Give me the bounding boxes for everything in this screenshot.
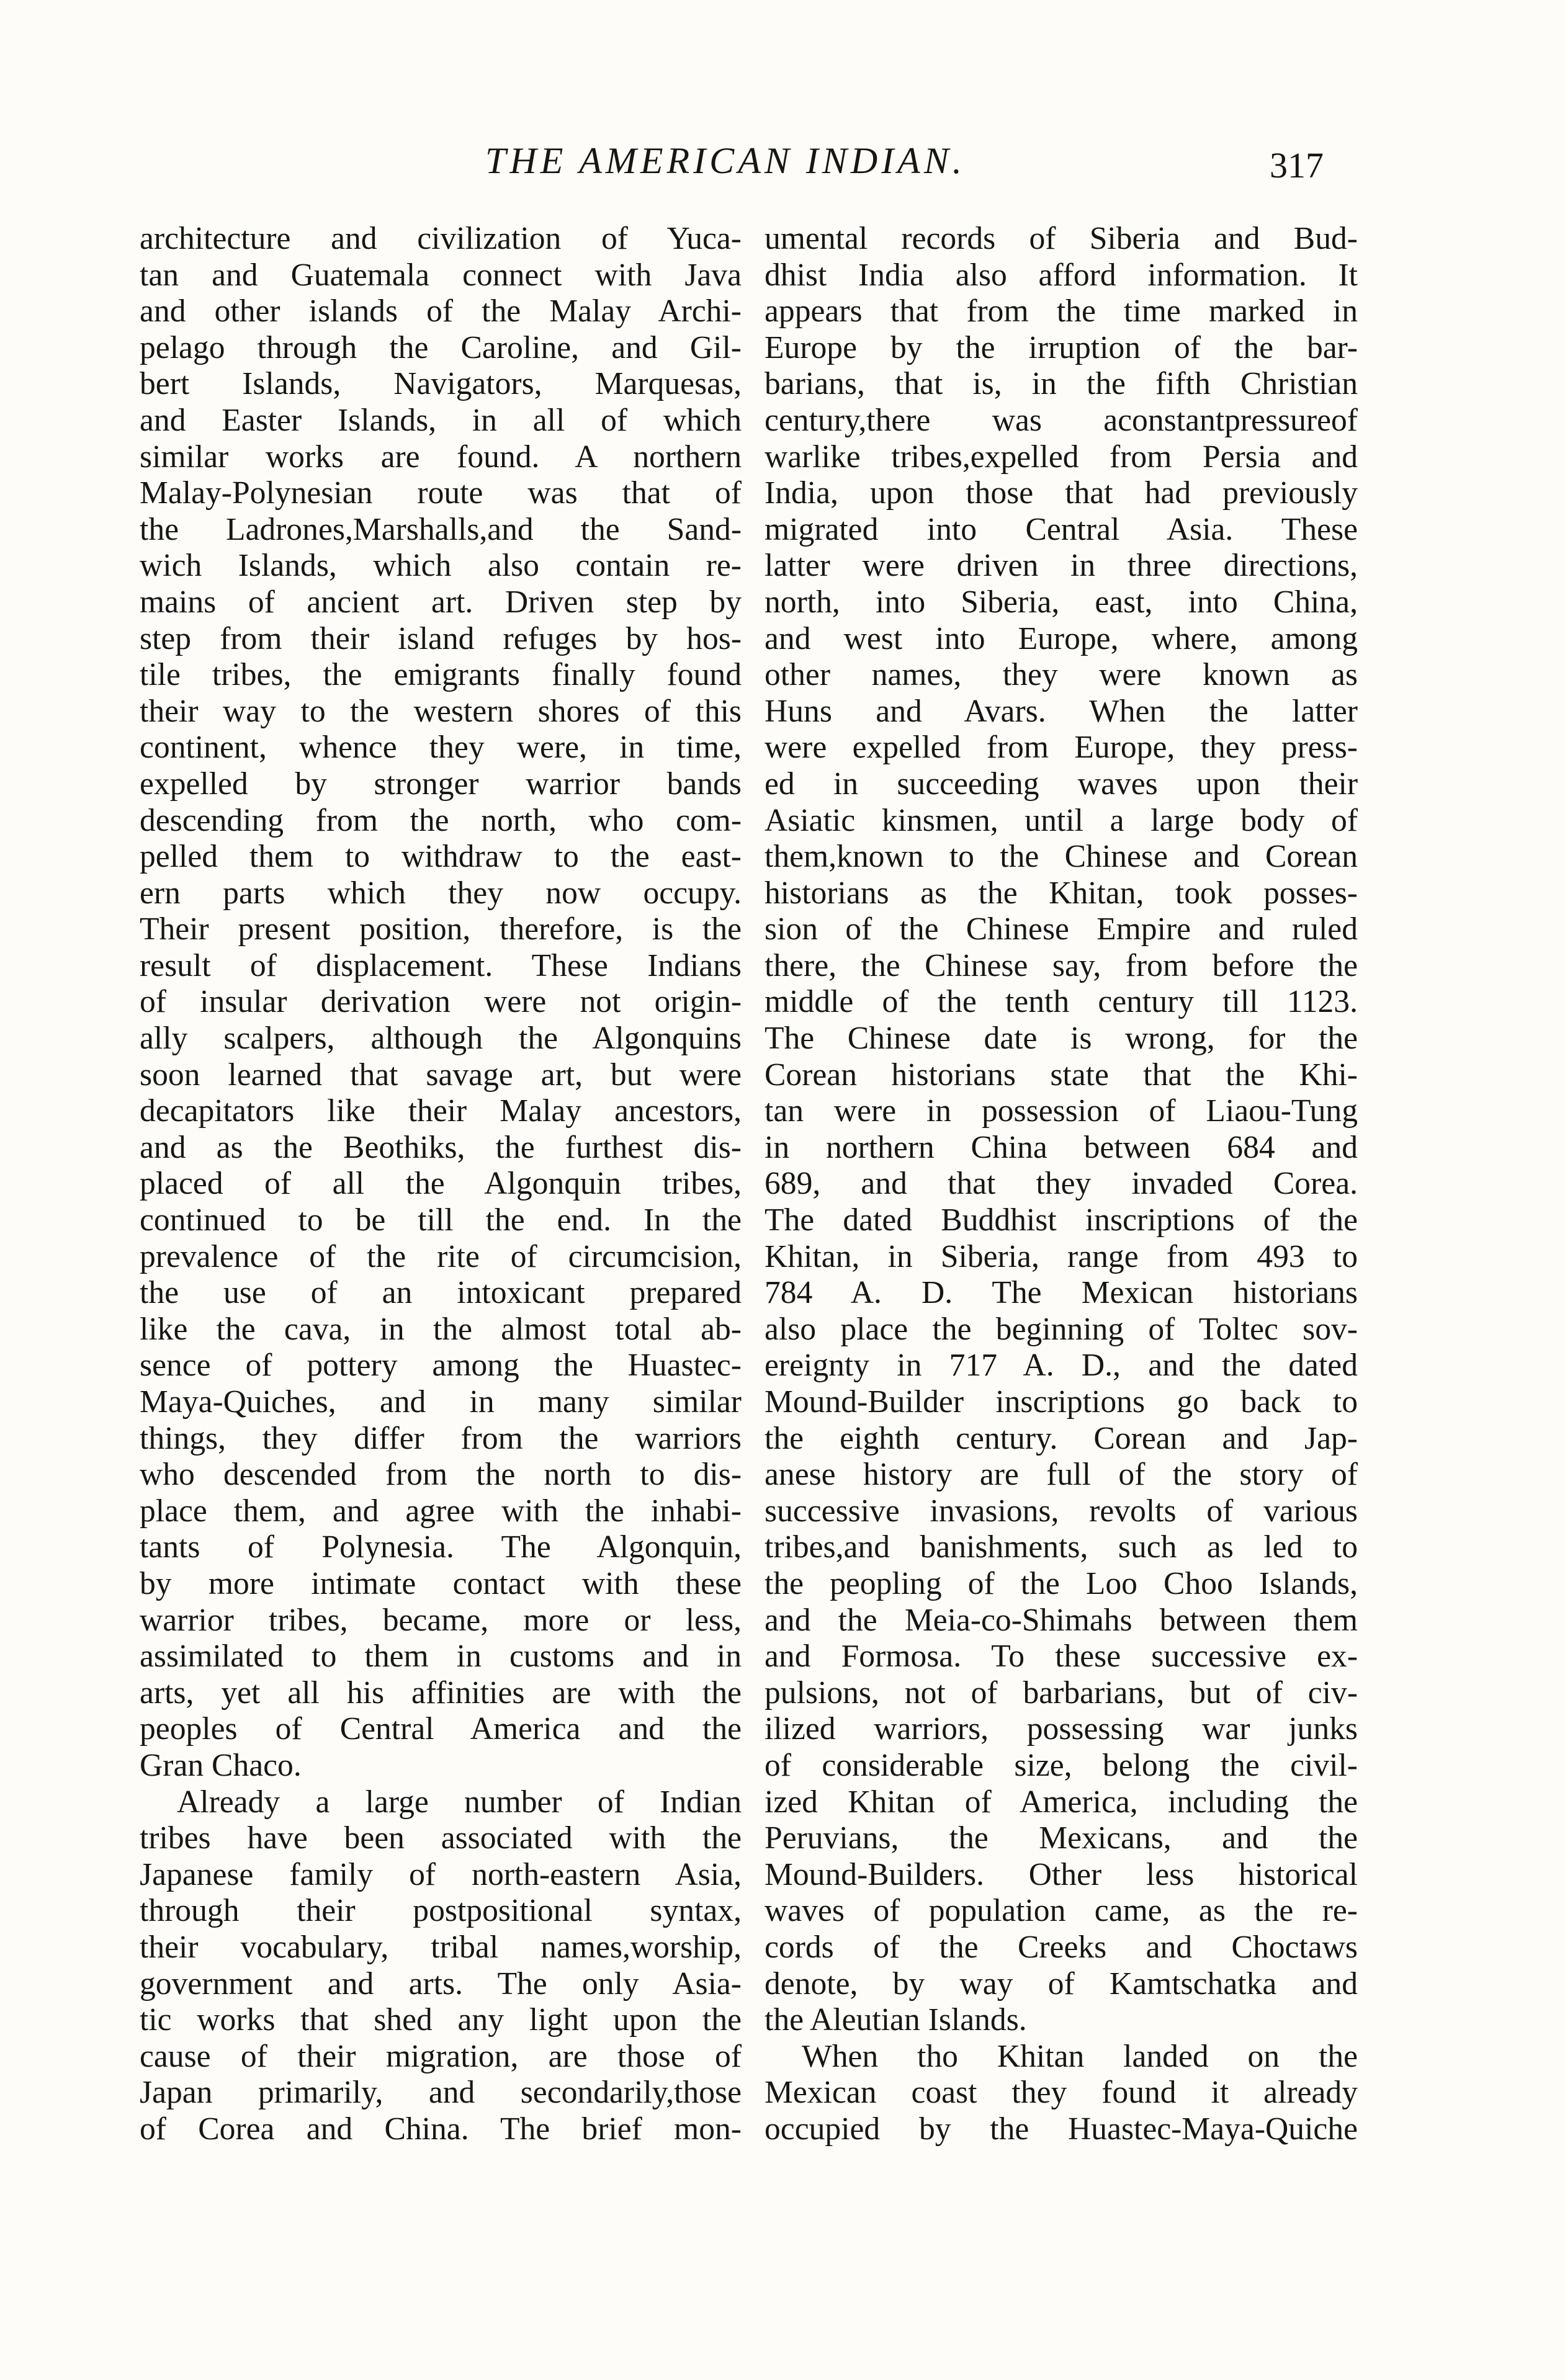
text-line: expelled by stronger warrior bands xyxy=(140,766,742,802)
text-line: India, upon those that had previously xyxy=(765,475,1358,511)
text-line: and the Meia-co-Shimahs between them xyxy=(765,1602,1358,1638)
text-line: peoples of Central America and the xyxy=(140,1711,742,1747)
text-line: warlike tribes,expelled from Persia and xyxy=(765,439,1358,475)
text-line: 784 A. D. The Mexican historians xyxy=(765,1275,1358,1311)
text-line: north, into Siberia, east, into China, xyxy=(765,584,1358,620)
text-line: also place the beginning of Toltec sov- xyxy=(765,1311,1358,1347)
text-line: similar works are found. A northern xyxy=(140,439,742,475)
text-line: architecture and civilization of Yuca- xyxy=(140,221,742,256)
text-line: Mound-Builder inscriptions go back to xyxy=(765,1384,1358,1420)
text-line: and Formosa. To these successive ex- xyxy=(765,1639,1358,1675)
text-line: Peruvians, the Mexicans, and the xyxy=(765,1820,1358,1856)
text-line: the Aleutian Islands. xyxy=(765,2002,1027,2038)
text-line: When tho Khitan landed on the xyxy=(802,2038,1358,2074)
text-line: of considerable size, belong the civil- xyxy=(765,1747,1358,1783)
left-text-column xyxy=(140,221,742,2147)
text-line: other names, they were known as xyxy=(765,657,1358,693)
text-line: soon learned that savage art, but were xyxy=(140,1057,742,1093)
text-line: barians, that is, in the fifth Christian xyxy=(765,366,1358,402)
text-line: them,known to the Chinese and Corean xyxy=(765,839,1358,875)
text-line: the use of an intoxicant prepared xyxy=(140,1275,742,1311)
text-line: were expelled from Europe, they press- xyxy=(765,730,1358,766)
text-line: sion of the Chinese Empire and ruled xyxy=(765,911,1358,947)
text-line: appears that from the time marked in xyxy=(765,293,1358,329)
text-line: things, they differ from the warriors xyxy=(140,1420,742,1456)
text-line: Mexican coast they found it already xyxy=(765,2075,1358,2111)
text-line: mains of ancient art. Driven step by xyxy=(140,584,742,620)
text-line: result of displacement. These Indians xyxy=(140,947,742,983)
text-line: tan and Guatemala connect with Java xyxy=(140,257,742,293)
text-line: their way to the western shores of this xyxy=(140,693,742,729)
text-line: Gran Chaco. xyxy=(140,1747,302,1783)
text-line: tile tribes, the emigrants finally found xyxy=(140,657,742,693)
text-line: The dated Buddhist inscriptions of the xyxy=(765,1202,1358,1238)
right-text-column xyxy=(765,221,1358,2147)
text-line: century,there was aconstantpressureof xyxy=(765,402,1358,438)
text-line: historians as the Khitan, took posses- xyxy=(765,875,1358,911)
text-line: government and arts. The only Asia- xyxy=(140,1966,742,2002)
text-line: occupied by the Huastec-Maya-Quiche xyxy=(765,2111,1358,2147)
text-line: successive invasions, revolts of various xyxy=(765,1493,1358,1529)
text-line: Their present position, therefore, is the xyxy=(140,911,742,947)
page-header xyxy=(0,140,1565,195)
text-line: Already a large number of Indian xyxy=(177,1784,742,1820)
text-line: ized Khitan of America, including the xyxy=(765,1784,1358,1820)
text-line: sence of pottery among the Huastec- xyxy=(140,1348,742,1384)
text-line: migrated into Central Asia. These xyxy=(765,511,1358,547)
text-line: ilized warriors, possessing war junks xyxy=(765,1711,1358,1747)
page-number: 317 xyxy=(1270,145,1324,186)
text-line: by more intimate contact with these xyxy=(140,1565,742,1601)
text-line: ed in succeeding waves upon their xyxy=(765,766,1358,802)
text-line: continent, whence they were, in time, xyxy=(140,730,742,766)
text-line: pelago through the Caroline, and Gil- xyxy=(140,329,742,365)
text-line: Khitan, in Siberia, range from 493 to xyxy=(765,1238,1358,1274)
text-line: ally scalpers, although the Algonquins xyxy=(140,1021,742,1057)
text-line: step from their island refuges by hos- xyxy=(140,620,742,656)
text-line: anese history are full of the story of xyxy=(765,1457,1358,1493)
text-line: tan were in possession of Liaou-Tung xyxy=(765,1093,1358,1129)
text-line: Europe by the irruption of the bar- xyxy=(765,329,1358,365)
text-line: who descended from the north to dis- xyxy=(140,1457,742,1493)
text-line: cords of the Creeks and Choctaws xyxy=(765,1929,1358,1965)
text-line: and as the Beothiks, the furthest dis- xyxy=(140,1129,742,1165)
text-line: denote, by way of Kamtschatka and xyxy=(765,1966,1358,2002)
text-line: dhist India also afford information. It xyxy=(765,257,1358,293)
text-line: ereignty in 717 A. D., and the dated xyxy=(765,1348,1358,1384)
text-line: of Corea and China. The brief mon- xyxy=(140,2111,742,2147)
text-line: arts, yet all his affinities are with the xyxy=(140,1675,742,1711)
text-line: assimilated to them in customs and in xyxy=(140,1639,742,1675)
text-line: Mound-Builders. Other less historical xyxy=(765,1856,1358,1892)
text-line: and Easter Islands, in all of which xyxy=(140,402,742,438)
text-line: the peopling of the Loo Choo Islands, xyxy=(765,1565,1358,1601)
text-line: Japan primarily, and secondarily,those xyxy=(140,2075,742,2111)
text-line: tribes,and banishments, such as led to xyxy=(765,1529,1358,1565)
text-line: Huns and Avars. When the latter xyxy=(765,693,1358,729)
text-line: The Chinese date is wrong, for the xyxy=(765,1021,1358,1057)
text-line: pelled them to withdraw to the east- xyxy=(140,839,742,875)
text-line: ern parts which they now occupy. xyxy=(140,875,742,911)
running-title: THE AMERICAN INDIAN. xyxy=(485,140,966,181)
text-line: their vocabulary, tribal names,worship, xyxy=(140,1929,742,1965)
text-line: waves of population came, as the re- xyxy=(765,1893,1358,1929)
text-line: tic works that shed any light upon the xyxy=(140,2002,742,2038)
text-line: cause of their migration, are those of xyxy=(140,2038,742,2074)
text-line: in northern China between 684 and xyxy=(765,1129,1358,1165)
text-line: Maya-Quiches, and in many similar xyxy=(140,1384,742,1420)
text-line: middle of the tenth century till 1123. xyxy=(765,984,1358,1020)
text-line: like the cava, in the almost total ab- xyxy=(140,1311,742,1347)
text-line: 689, and that they invaded Corea. xyxy=(765,1166,1358,1202)
text-line: continued to be till the end. In the xyxy=(140,1202,742,1238)
text-line: placed of all the Algonquin tribes, xyxy=(140,1166,742,1202)
text-line: of insular derivation were not origin- xyxy=(140,984,742,1020)
text-line: tants of Polynesia. The Algonquin, xyxy=(140,1529,742,1565)
text-line: the eighth century. Corean and Jap- xyxy=(765,1420,1358,1456)
text-line: tribes have been associated with the xyxy=(140,1820,742,1856)
text-line: umental records of Siberia and Bud- xyxy=(765,221,1358,256)
text-line: Malay-Polynesian route was that of xyxy=(140,475,742,511)
text-line: through their postpositional syntax, xyxy=(140,1893,742,1929)
text-line: wich Islands, which also contain re- xyxy=(140,548,742,584)
text-line: decapitators like their Malay ancestors, xyxy=(140,1093,742,1129)
text-line: there, the Chinese say, from before the xyxy=(765,947,1358,983)
text-line: descending from the north, who com- xyxy=(140,802,742,838)
text-line: Asiatic kinsmen, until a large body of xyxy=(765,802,1358,838)
text-line: Japanese family of north-eastern Asia, xyxy=(140,1856,742,1892)
text-line: bert Islands, Navigators, Marquesas, xyxy=(140,366,742,402)
text-line: and other islands of the Malay Archi- xyxy=(140,293,742,329)
text-line: Corean historians state that the Khi- xyxy=(765,1057,1358,1093)
text-line: warrior tribes, became, more or less, xyxy=(140,1602,742,1638)
text-line: prevalence of the rite of circumcision, xyxy=(140,1238,742,1274)
text-line: place them, and agree with the inhabi- xyxy=(140,1493,742,1529)
text-line: the Ladrones,Marshalls,and the Sand- xyxy=(140,511,742,547)
text-line: and west into Europe, where, among xyxy=(765,620,1358,656)
text-line: pulsions, not of barbarians, but of civ- xyxy=(765,1675,1358,1711)
text-line: latter were driven in three directions, xyxy=(765,548,1358,584)
